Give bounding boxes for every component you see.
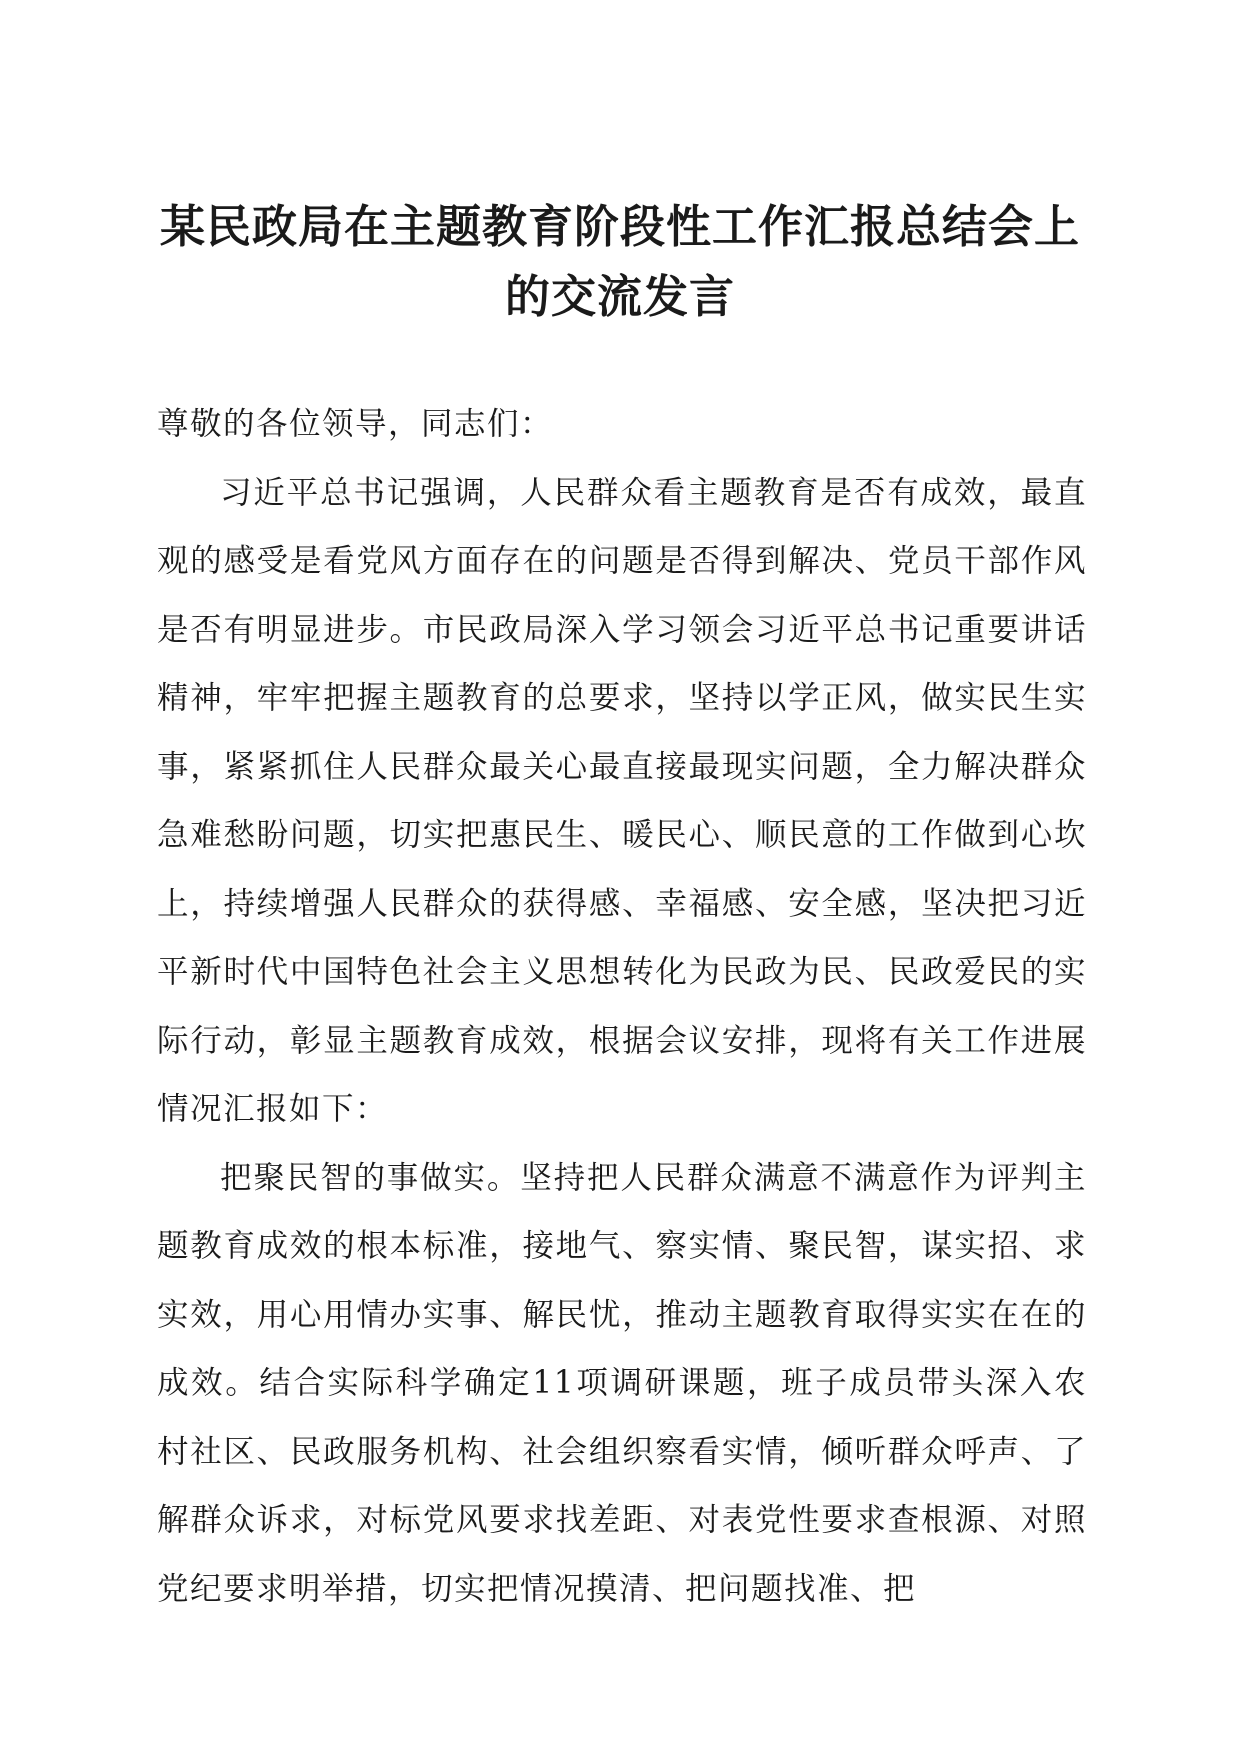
document-body bbox=[157, 390, 1087, 1623]
body-paragraph-1: 习近平总书记强调，人民群众看主题教育是否有成效，最直观的感受是看党风方面存在的问题是否得到解决、党员干部作风是否有明显进步。市民政局深入学习领会习近平总书记重要讲话精神，牢牢把握主题教育的总要求，坚持以学正风，做实民生实事，紧紧抓住人民群众最关心最直接最现实问题，全力解决群众急难愁盼问题，切实把惠民生、暖民心、顺民意的工作做到心坎上，持续增强人民群众的获得感、幸福感、安全感，坚决把习近平新时代中国特色社会主义思想转化为民政为民、民政爱民的实际行动，彰显主题教育成效，根据会议安排，现将有关工作进展情况汇报如下： bbox=[157, 474, 1087, 1127]
document-title: 某民政局在主题教育阶段性工作汇报总结会上的交流发言 bbox=[159, 200, 1080, 323]
salutation: 尊敬的各位领导，同志们： bbox=[157, 406, 554, 442]
body-paragraph-2: 把聚民智的事做实。坚持把人民群众满意不满意作为评判主题教育成效的根本标准，接地气、察实情、聚民智，谋实招、求实效，用心用情办实事、解民忧，推动主题教育取得实实在在的成效。结合实际科学确定11项调研课题，班子成员带头深入农村社区、民政服务机构、社会组织察看实情，倾听群众呼声、了解群众诉求，对标党风要求找差距、对表党性要求查根源、对照党纪要求明举措，切实把情况摸清、把问题找准、把 bbox=[157, 1159, 1087, 1607]
